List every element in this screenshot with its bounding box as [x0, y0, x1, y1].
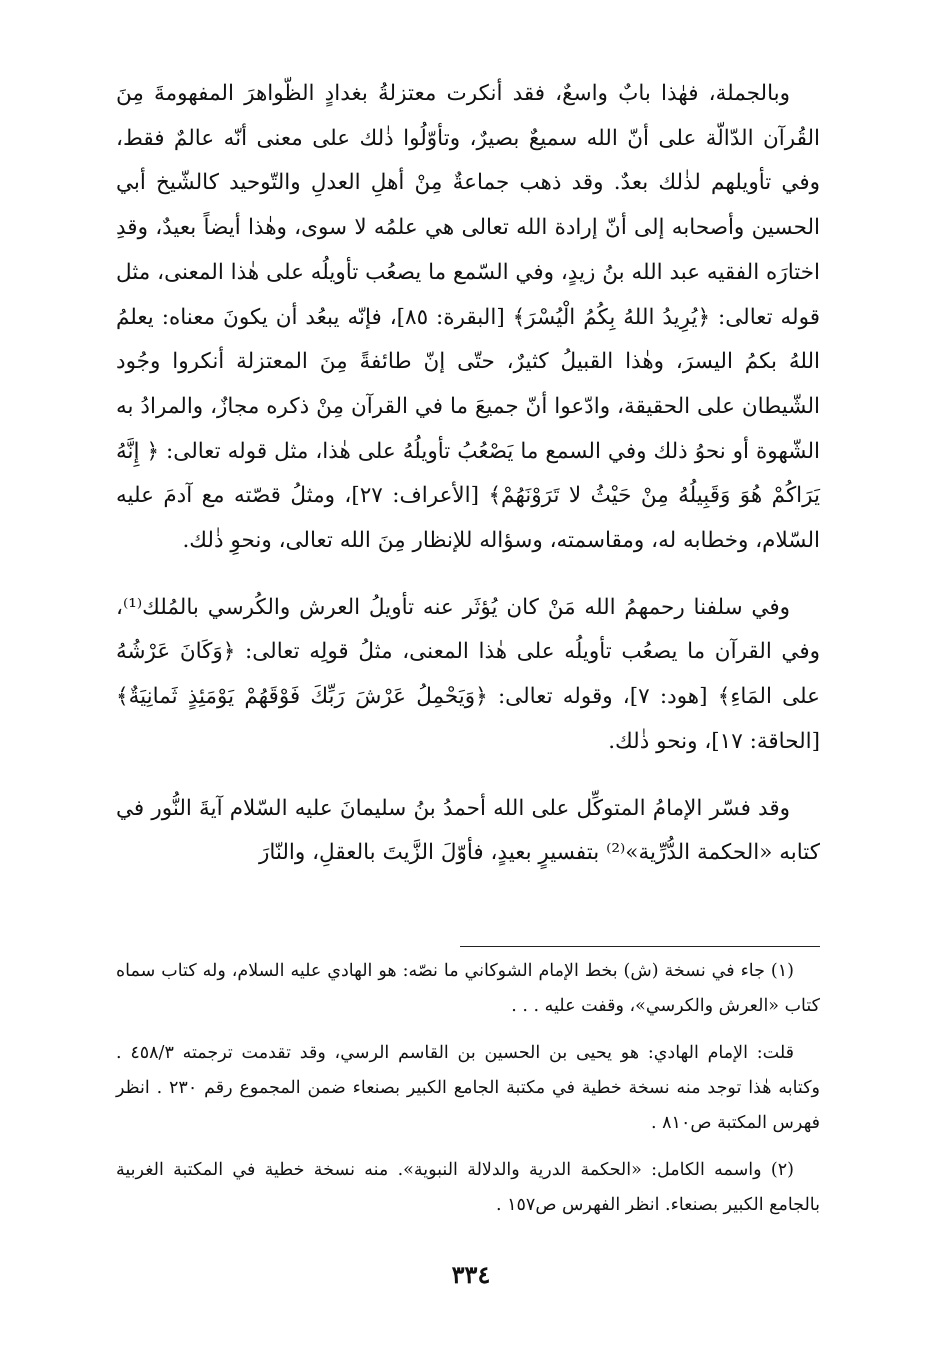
footnote-1: (١) جاء في نسخة (ش) بخط الإمام الشوكاني ما نصّه: هو الهادي عليه السلام، وله كتاب سماه كتاب «العرش والكرسي»، وقفت عليه . . . — [116, 961, 820, 1016]
page-number: ٣٣٤ — [451, 1260, 491, 1289]
main-text — [116, 72, 820, 876]
paragraph-2: وفي سلفنا رحمهمُ الله مَنْ كان يُؤثَر عنه تأويلُ العرش والكُرسي بالمُلك⁽¹⁾، وفي القرآن ما يصعُب تأويلُه على هٰذا المعنى، مثلُ قولِه تعالى: ﴿وَكَانَ عَرْشُهُ على المَاءِ﴾ [هود: ٧]، وقوله تعالى: ﴿وَيَحْمِلُ عَرْشَ رَبِّكَ فَوْقَهُمْ يَوْمَئِذٍ ثَمانِيَةٌ﴾ [الحاقة: ١٧]، ونحو ذٰلك. — [116, 594, 820, 754]
paragraph-1: وبالجملة، فهٰذا بابٌ واسعٌ، فقد أنكرت معتزلةُ بغدادٍ الظّواهرَ المفهومةَ مِنَ القُرآن الدّالّة على أنّ الله سميعٌ بصيرٌ، وتأوّلُوا ذٰلك على معنى أنّه عالمٌ فقط، وفي تأويلهم لذٰلك بعدٌ. وقد ذهب جماعةٌ مِنْ أهلِ العدلِ والتّوحيد كالشّيخ أبي الحسين وأصحابه إلى أنّ إرادة الله تعالى هي علمُه لا سوى، وهٰذا أيضاً بعيدٌ، وقدِ اختارَه الفقيه عبد الله بنُ زيدٍ، وفي السّمع ما يصعُب تأويلُه على هٰذا المعنى، مثل قوله تعالى: ﴿يُرِيدُ اللهُ بِكُمُ الْيُسْرَ﴾ [البقرة: ٨٥]، فإنّه يبعُد أن يكونَ معناه: يعلمُ اللهُ بكمُ اليسرَ، وهٰذا القبيلُ كثيرٌ، حتّى إنّ طائفةً مِنَ المعتزلة أنكروا وجُود الشّيطان على الحقيقة، وادّعوا أنّ جميعَ ما في القرآن مِنْ ذكره مجازٌ، والمرادُ به الشّهوة أو نحوُ ذلك وفي السمع ما يَصْعُبُ تأويلُهُ على هٰذا، مثل قوله تعالى: ﴿ إِنَّهُ يَرَاكُمْ هُوَ وَقَبِيلُهُ مِنْ حَيْثُ لا تَرَوْنَهُمْ﴾ [الأعراف: ٢٧]، ومثلُ قصّته مع آدمَ عليه السّلام، وخطابه له، ومقاسمته، وسؤاله للإنظار مِنَ الله تعالى، ونحوِ ذٰلك. — [116, 81, 820, 554]
footnote-separator — [460, 946, 820, 947]
footnotes — [116, 954, 820, 1223]
paragraph-3: وقد فسّر الإمامُ المتوكِّل على الله أحمدُ بنُ سليمانَ عليه السّلام آيةَ النُّور في كتابه «الحكمة الدُّرِّية»⁽²⁾ بتفسيرٍ بعيدٍ، فأوّلَ الزَّيتَ بالعقلِ، والنّارَ — [116, 795, 820, 866]
footnote-2: (٢) واسمه الكامل: «الحكمة الدرية والدلالة النبوية». منه نسخة خطية في المكتبة الغربية بالجامع الكبير بصنعاء. انظر الفهرس ص١٥٧ . — [116, 1160, 820, 1215]
footnote-1-continuation: قلت: الإمام الهادي: هو يحيى بن الحسين بن القاسم الرسي، وقد تقدمت ترجمته ٤٥٨/٣ . وكتابه هٰذا توجد منه نسخة خطية في مكتبة الجامع الكبير بصنعاء ضمن المجموع رقم ٢٣٠ . انظر فهرس المكتبة ص٨١٠ . — [116, 1043, 820, 1133]
